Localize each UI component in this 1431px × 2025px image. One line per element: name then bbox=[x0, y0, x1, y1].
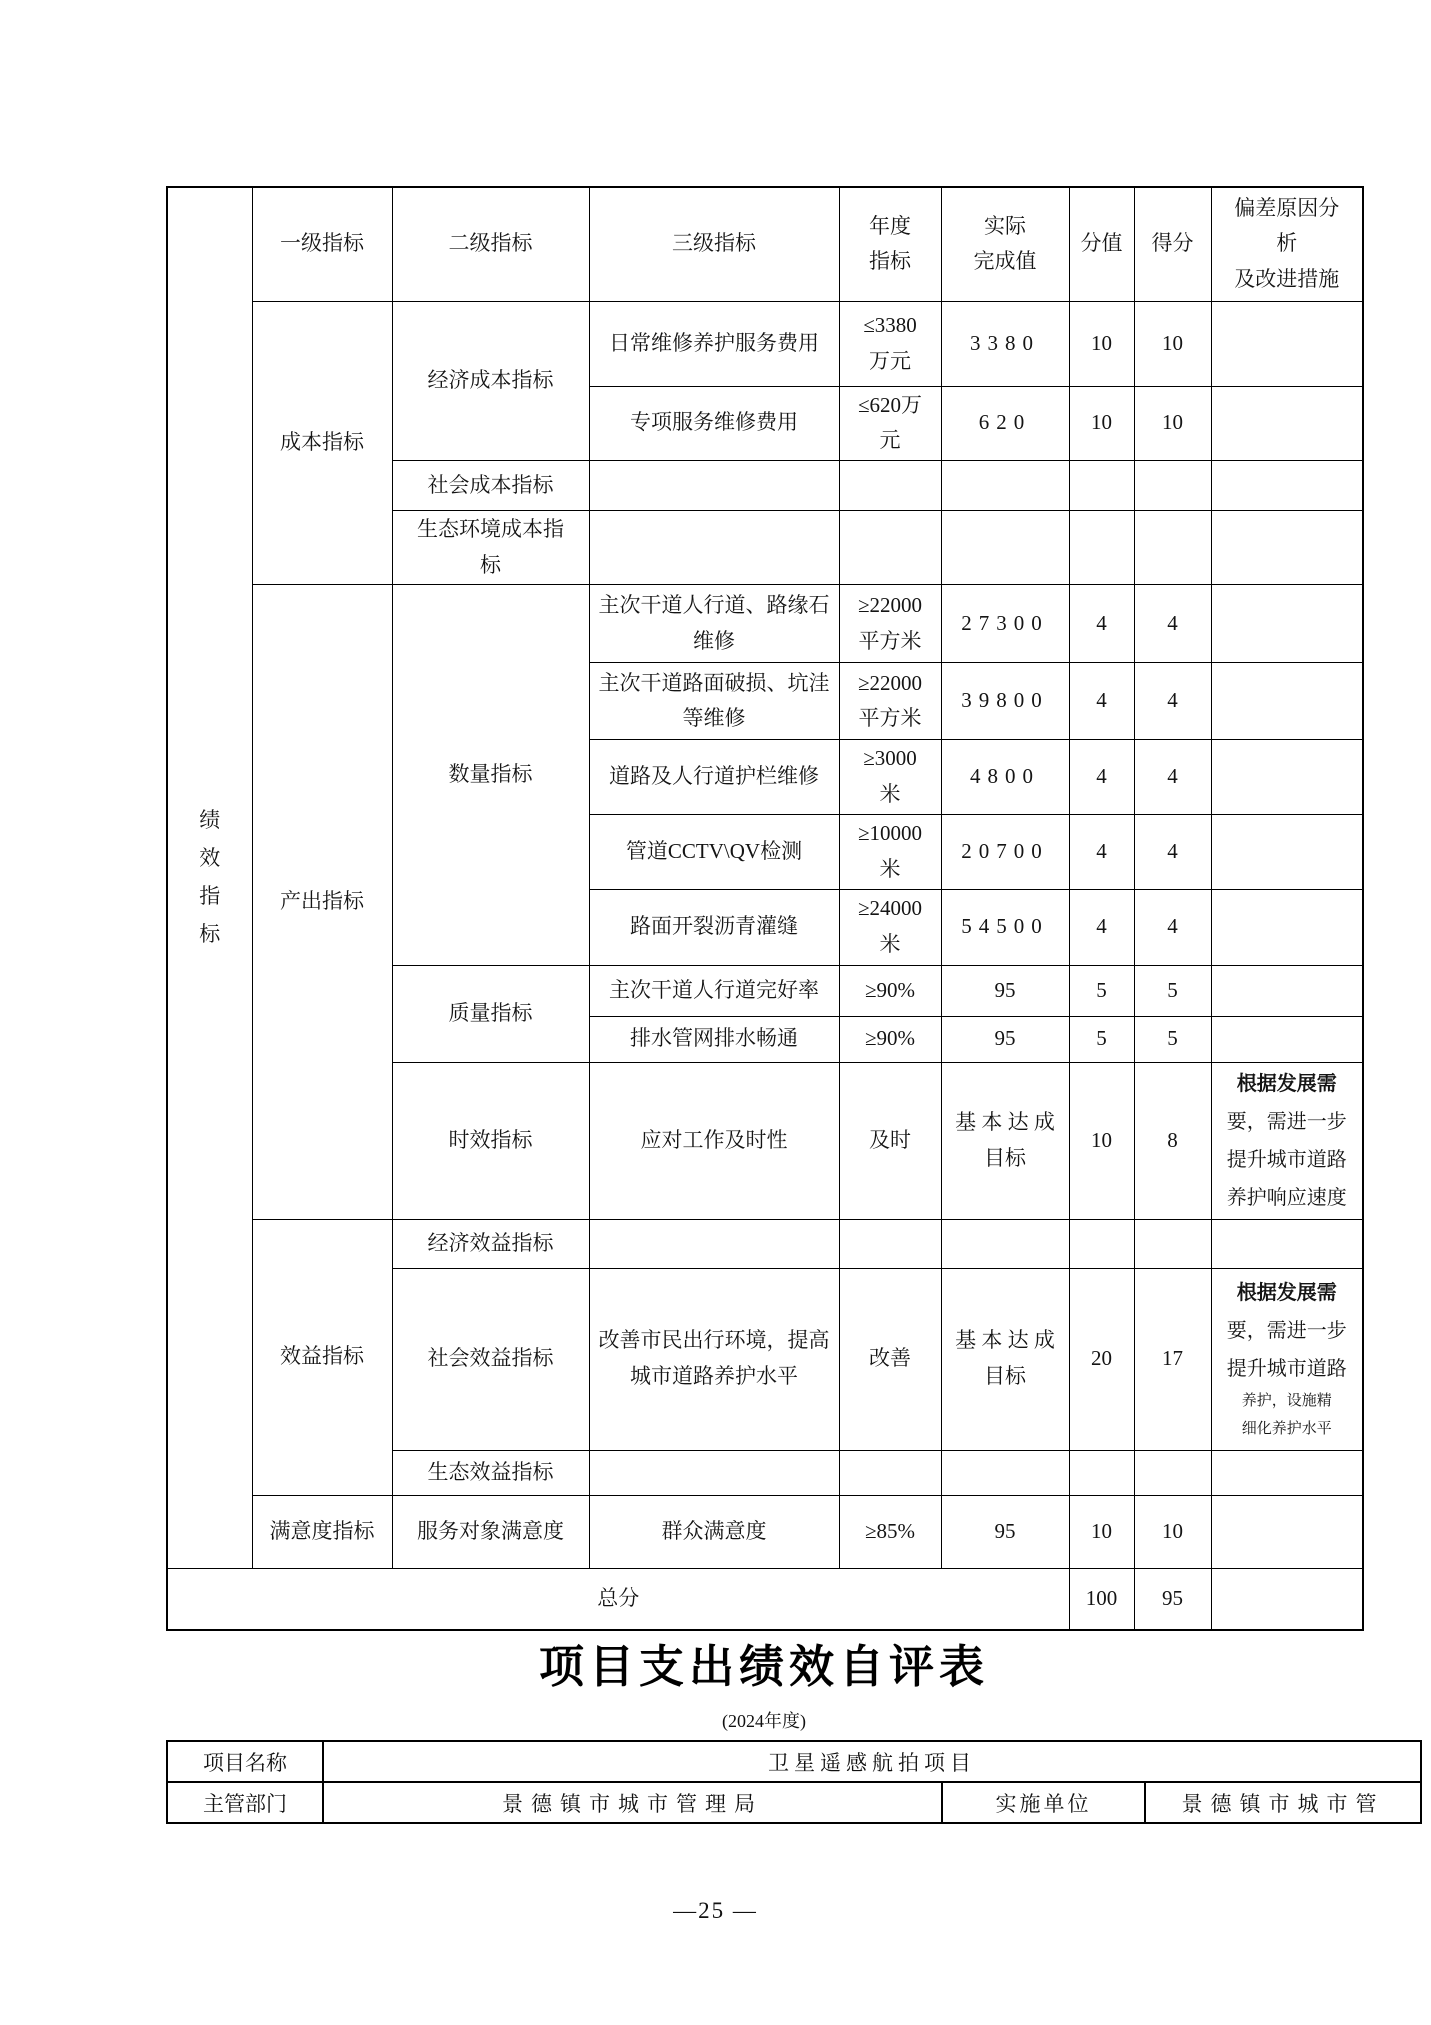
total-label-cell: 总分 bbox=[167, 1568, 1069, 1630]
drainage-got-cell: 5 bbox=[1134, 1016, 1211, 1062]
daily-maint-remark-cell bbox=[1211, 301, 1363, 386]
empty-cell bbox=[1211, 1219, 1363, 1268]
daily-maint-got-cell: 10 bbox=[1134, 301, 1211, 386]
total-got-cell: 95 bbox=[1134, 1568, 1211, 1630]
social-cost-label-cell: 社会成本指标 bbox=[392, 460, 589, 510]
sidewalk-intact-remark-cell bbox=[1211, 965, 1363, 1016]
empty-cell bbox=[1134, 460, 1211, 510]
sidewalk-intact-actual-cell: 95 bbox=[941, 965, 1069, 1016]
drainage-name-cell: 排水管网排水畅通 bbox=[589, 1016, 839, 1062]
daily-maint-score-cell: 10 bbox=[1069, 301, 1134, 386]
sidewalk-curb-score-cell: 4 bbox=[1069, 585, 1134, 663]
crack-seal-target-cell: ≥24000 米 bbox=[839, 889, 941, 965]
public-satisfaction-remark-cell bbox=[1211, 1495, 1363, 1568]
page-title: 项目支出绩效自评表 bbox=[538, 1641, 989, 1692]
travel-env-remark-cell: 根据发展需 要，需进一步 提升城市道路 养护，设施精 细化养护水平 bbox=[1211, 1268, 1363, 1450]
sidewalk-intact-score-cell: 5 bbox=[1069, 965, 1134, 1016]
guardrail-name-cell: 道路及人行道护栏维修 bbox=[589, 740, 839, 814]
eco-benefit-label-cell: 生态效益指标 bbox=[392, 1450, 589, 1495]
header-annual-target: 年度 指标 bbox=[839, 187, 941, 301]
empty-cell bbox=[1211, 1450, 1363, 1495]
travel-env-actual-cell: 基 本 达 成 目标 bbox=[941, 1268, 1069, 1450]
service-object-cell: 服务对象满意度 bbox=[392, 1495, 589, 1568]
empty-cell bbox=[589, 510, 839, 584]
crack-seal-remark-cell bbox=[1211, 889, 1363, 965]
response-got-cell: 8 bbox=[1134, 1062, 1211, 1219]
total-row bbox=[167, 1568, 1363, 1630]
table-row bbox=[167, 585, 1363, 663]
impl-unit-label-cell: 实施单位 bbox=[942, 1782, 1145, 1823]
empty-cell bbox=[839, 510, 941, 584]
dept-label-cell: 主管部门 bbox=[167, 1782, 323, 1823]
travel-env-got-cell: 17 bbox=[1134, 1268, 1211, 1450]
quantity-label-cell: 数量指标 bbox=[392, 585, 589, 965]
table-row bbox=[167, 1741, 1421, 1782]
table-row bbox=[167, 1495, 1363, 1568]
public-satisfaction-target-cell: ≥85% bbox=[839, 1495, 941, 1568]
sidewalk-curb-name-cell: 主次干道人行道、路缘石维修 bbox=[589, 585, 839, 663]
crack-seal-name-cell: 路面开裂沥青灌缝 bbox=[589, 889, 839, 965]
empty-cell bbox=[589, 460, 839, 510]
special-service-got-cell: 10 bbox=[1134, 386, 1211, 460]
response-score-cell: 10 bbox=[1069, 1062, 1134, 1219]
response-actual-cell: 基 本 达 成 目标 bbox=[941, 1062, 1069, 1219]
output-label-cell: 产出指标 bbox=[252, 585, 392, 1219]
project-name-value-cell: 卫星遥感航拍项目 bbox=[323, 1741, 1421, 1782]
cctv-got-cell: 4 bbox=[1134, 814, 1211, 889]
public-satisfaction-score-cell: 10 bbox=[1069, 1495, 1134, 1568]
table-row bbox=[167, 1219, 1363, 1268]
crack-seal-got-cell: 4 bbox=[1134, 889, 1211, 965]
drainage-score-cell: 5 bbox=[1069, 1016, 1134, 1062]
table-row bbox=[167, 301, 1363, 386]
page-number: —25 — bbox=[673, 1898, 758, 1923]
cost-label-cell: 成本指标 bbox=[252, 301, 392, 585]
empty-cell bbox=[1211, 510, 1363, 584]
crack-seal-actual-cell: 54500 bbox=[941, 889, 1069, 965]
empty-cell bbox=[1069, 1219, 1134, 1268]
header-score: 分值 bbox=[1069, 187, 1134, 301]
empty-cell bbox=[1069, 460, 1134, 510]
guardrail-score-cell: 4 bbox=[1069, 740, 1134, 814]
drainage-remark-cell bbox=[1211, 1016, 1363, 1062]
empty-cell bbox=[839, 1450, 941, 1495]
pavement-damage-got-cell: 4 bbox=[1134, 663, 1211, 740]
empty-cell bbox=[941, 460, 1069, 510]
travel-env-score-cell: 20 bbox=[1069, 1268, 1134, 1450]
econ-benefit-label-cell: 经济效益指标 bbox=[392, 1219, 589, 1268]
total-score-cell: 100 bbox=[1069, 1568, 1134, 1630]
guardrail-got-cell: 4 bbox=[1134, 740, 1211, 814]
sidewalk-intact-got-cell: 5 bbox=[1134, 965, 1211, 1016]
header-deviation: 偏差原因分 析 及改进措施 bbox=[1211, 187, 1363, 301]
total-remark-cell bbox=[1211, 1568, 1363, 1630]
special-service-remark-cell bbox=[1211, 386, 1363, 460]
special-service-target-cell: ≤620万 元 bbox=[839, 386, 941, 460]
sidewalk-curb-target-cell: ≥22000 平方米 bbox=[839, 585, 941, 663]
empty-cell bbox=[941, 1450, 1069, 1495]
cctv-remark-cell bbox=[1211, 814, 1363, 889]
empty-cell bbox=[941, 510, 1069, 584]
public-satisfaction-name-cell: 群众满意度 bbox=[589, 1495, 839, 1568]
benefit-label-cell: 效益指标 bbox=[252, 1219, 392, 1495]
response-target-cell: 及时 bbox=[839, 1062, 941, 1219]
empty-cell bbox=[1134, 1450, 1211, 1495]
impl-unit-value-cell: 景德镇市城市管 bbox=[1145, 1782, 1421, 1823]
header-level1: 一级指标 bbox=[252, 187, 392, 301]
header-level3: 三级指标 bbox=[589, 187, 839, 301]
guardrail-remark-cell bbox=[1211, 740, 1363, 814]
crack-seal-score-cell: 4 bbox=[1069, 889, 1134, 965]
sidewalk-curb-remark-cell bbox=[1211, 585, 1363, 663]
header-actual-value: 实际 完成值 bbox=[941, 187, 1069, 301]
public-satisfaction-actual-cell: 95 bbox=[941, 1495, 1069, 1568]
side-label: 绩效指标 bbox=[199, 808, 221, 946]
drainage-target-cell: ≥90% bbox=[839, 1016, 941, 1062]
daily-maint-actual-cell: 3380 bbox=[941, 301, 1069, 386]
pavement-damage-name-cell: 主次干道路面破损、坑洼等维修 bbox=[589, 663, 839, 740]
empty-cell bbox=[1134, 510, 1211, 584]
table-row bbox=[167, 1782, 1421, 1823]
sidewalk-curb-got-cell: 4 bbox=[1134, 585, 1211, 663]
pavement-damage-actual-cell: 39800 bbox=[941, 663, 1069, 740]
empty-cell bbox=[941, 1219, 1069, 1268]
cctv-name-cell: 管道CCTV\QV检测 bbox=[589, 814, 839, 889]
performance-indicator-table bbox=[166, 186, 1364, 1631]
pavement-damage-remark-cell bbox=[1211, 663, 1363, 740]
dept-value-cell: 景德镇市城市管理局 bbox=[323, 1782, 942, 1823]
sidewalk-intact-target-cell: ≥90% bbox=[839, 965, 941, 1016]
table-header-row bbox=[167, 187, 1363, 301]
special-service-actual-cell: 620 bbox=[941, 386, 1069, 460]
empty-cell bbox=[1134, 1219, 1211, 1268]
response-remark-cell: 根据发展需 要，需进一步 提升城市道路 养护响应速度 bbox=[1211, 1062, 1363, 1219]
empty-cell bbox=[839, 460, 941, 510]
social-benefit-label-cell: 社会效益指标 bbox=[392, 1268, 589, 1450]
cctv-actual-cell: 20700 bbox=[941, 814, 1069, 889]
empty-cell bbox=[1069, 1450, 1134, 1495]
guardrail-target-cell: ≥3000 米 bbox=[839, 740, 941, 814]
drainage-actual-cell: 95 bbox=[941, 1016, 1069, 1062]
cctv-target-cell: ≥10000 米 bbox=[839, 814, 941, 889]
sidewalk-intact-name-cell: 主次干道人行道完好率 bbox=[589, 965, 839, 1016]
travel-env-name-cell: 改善市民出行环境，提高城市道路养护水平 bbox=[589, 1268, 839, 1450]
public-satisfaction-got-cell: 10 bbox=[1134, 1495, 1211, 1568]
travel-env-target-cell: 改善 bbox=[839, 1268, 941, 1450]
special-service-score-cell: 10 bbox=[1069, 386, 1134, 460]
project-name-label-cell: 项目名称 bbox=[167, 1741, 323, 1782]
empty-cell bbox=[839, 1219, 941, 1268]
guardrail-actual-cell: 4800 bbox=[941, 740, 1069, 814]
empty-cell bbox=[1069, 510, 1134, 584]
sidewalk-curb-actual-cell: 27300 bbox=[941, 585, 1069, 663]
empty-cell bbox=[589, 1450, 839, 1495]
empty-cell bbox=[1211, 460, 1363, 510]
header-level2: 二级指标 bbox=[392, 187, 589, 301]
daily-maint-name-cell: 日常维修养护服务费用 bbox=[589, 301, 839, 386]
page-subtitle: (2024年度) bbox=[722, 1711, 806, 1731]
eco-cost-label-cell: 生态环境成本指 标 bbox=[392, 510, 589, 584]
cctv-score-cell: 4 bbox=[1069, 814, 1134, 889]
pavement-damage-score-cell: 4 bbox=[1069, 663, 1134, 740]
timeliness-label-cell: 时效指标 bbox=[392, 1062, 589, 1219]
pavement-damage-target-cell: ≥22000 平方米 bbox=[839, 663, 941, 740]
header-got: 得分 bbox=[1134, 187, 1211, 301]
daily-maint-target-cell: ≤3380 万元 bbox=[839, 301, 941, 386]
satisfaction-label-cell: 满意度指标 bbox=[252, 1495, 392, 1568]
response-name-cell: 应对工作及时性 bbox=[589, 1062, 839, 1219]
self-evaluation-table bbox=[166, 1740, 1422, 1824]
special-service-name-cell: 专项服务维修费用 bbox=[589, 386, 839, 460]
econ-cost-label-cell: 经济成本指标 bbox=[392, 301, 589, 460]
quality-label-cell: 质量指标 bbox=[392, 965, 589, 1062]
side-label-cell bbox=[167, 187, 252, 1568]
empty-cell bbox=[589, 1219, 839, 1268]
